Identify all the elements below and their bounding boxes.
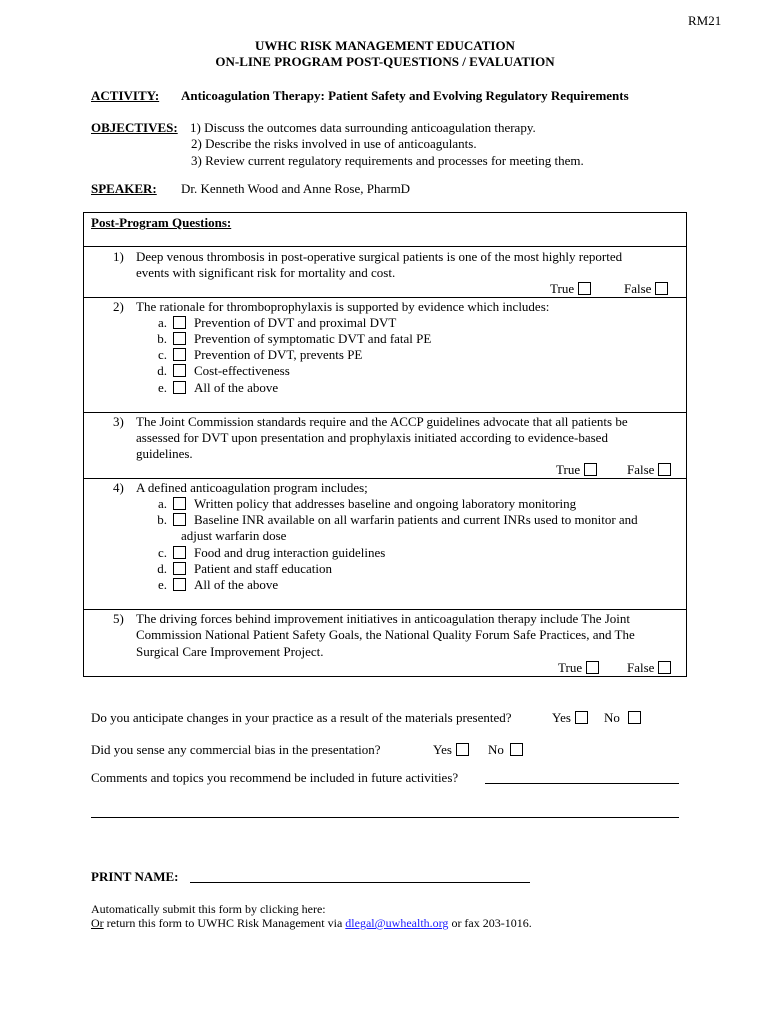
comments-question: Comments and topics you recommend be included in future activities? <box>91 770 459 785</box>
checkbox[interactable] <box>173 332 186 345</box>
form-code: RM21 <box>688 13 722 28</box>
option-text: Prevention of DVT and proximal DVT <box>194 315 397 330</box>
yes-label: Yes <box>552 710 571 725</box>
email-link[interactable]: dlegal@uwhealth.org <box>345 916 449 930</box>
activity-value: Anticoagulation Therapy: Patient Safety and Evolving Regulatory Requirements <box>181 88 629 103</box>
question-5-text-cont2: Surgical Care Improvement Project. <box>136 644 324 659</box>
checkbox[interactable] <box>173 513 186 526</box>
checkbox[interactable] <box>655 282 668 295</box>
checkbox[interactable] <box>173 364 186 377</box>
return-instruction <box>91 916 532 931</box>
checkbox[interactable] <box>173 348 186 361</box>
checkbox[interactable] <box>173 497 186 510</box>
checkbox[interactable] <box>173 316 186 329</box>
speaker-value: Dr. Kenneth Wood and Anne Rose, PharmD <box>181 181 411 196</box>
option-letter: c. <box>157 545 167 560</box>
question-2-option-b[interactable] <box>145 331 431 347</box>
true-label: True <box>556 462 581 477</box>
changes-no[interactable] <box>604 710 641 726</box>
question-3-text-cont: assessed for DVT upon presentation and prophylaxis initiated according to evidence-based <box>136 430 608 445</box>
no-label: No <box>488 742 504 757</box>
question-1-text-cont: events with significant risk for mortality and cost. <box>136 265 396 280</box>
question-5-text-cont: Commission National Patient Safety Goals, the National Quality Forum Safe Practices, and The <box>136 627 635 642</box>
divider <box>83 412 687 413</box>
false-label: False <box>627 462 655 477</box>
fax-text: or fax 203-1016. <box>448 916 532 930</box>
divider <box>83 246 687 247</box>
question-3-true[interactable] <box>556 462 597 478</box>
comments-input-line[interactable] <box>485 783 679 784</box>
no-label: No <box>604 710 620 725</box>
question-1-number: 1) <box>113 249 124 264</box>
activity-label: ACTIVITY: <box>91 88 160 103</box>
option-letter: e. <box>157 380 167 395</box>
objective-3: 3) Review current regulatory requirements and processes for meeting them. <box>191 153 584 168</box>
option-text: All of the above <box>194 577 279 592</box>
question-5-text: The driving forces behind improvement initiatives in anticoagulation therapy include The Joint <box>136 611 630 626</box>
checkbox[interactable] <box>510 743 523 756</box>
checkbox[interactable] <box>578 282 591 295</box>
print-name-input-line[interactable] <box>190 882 530 883</box>
checkbox[interactable] <box>456 743 469 756</box>
question-4-option-e[interactable] <box>145 577 278 593</box>
option-letter: b. <box>157 512 167 527</box>
option-text: Prevention of symptomatic DVT and fatal PE <box>194 331 432 346</box>
return-text: return this form to UWHC Risk Management via <box>103 916 346 930</box>
question-2-option-a[interactable] <box>145 315 396 331</box>
question-3-false[interactable] <box>627 462 671 478</box>
page-title-line1: UWHC RISK MANAGEMENT EDUCATION <box>255 38 515 53</box>
checkbox[interactable] <box>658 463 671 476</box>
changes-question: Do you anticipate changes in your practice as a result of the materials presented? <box>91 710 512 725</box>
yes-label: Yes <box>433 742 452 757</box>
checkbox[interactable] <box>173 562 186 575</box>
question-3-number: 3) <box>113 414 124 429</box>
question-4-option-d[interactable] <box>145 561 332 577</box>
question-1-true[interactable] <box>550 281 591 297</box>
question-3-text-cont2: guidelines. <box>136 446 193 461</box>
question-2-option-d[interactable] <box>145 363 290 379</box>
question-5-number: 5) <box>113 611 124 626</box>
option-letter: d. <box>157 363 167 378</box>
option-text: Prevention of DVT, prevents PE <box>194 347 363 362</box>
question-3-text: The Joint Commission standards require and the ACCP guidelines advocate that all patients be <box>136 414 628 429</box>
page-title-line2: ON-LINE PROGRAM POST-QUESTIONS / EVALUATION <box>215 54 555 69</box>
checkbox[interactable] <box>575 711 588 724</box>
question-5-true[interactable] <box>558 660 599 676</box>
objective-1: 1) Discuss the outcomes data surrounding anticoagulation therapy. <box>190 120 536 135</box>
checkbox[interactable] <box>173 546 186 559</box>
option-text: All of the above <box>194 380 279 395</box>
option-letter: c. <box>157 347 167 362</box>
option-letter: e. <box>157 577 167 592</box>
checkbox[interactable] <box>628 711 641 724</box>
option-letter: a. <box>157 496 167 511</box>
divider <box>83 297 687 298</box>
true-label: True <box>558 660 583 675</box>
question-2-option-e[interactable] <box>145 380 278 396</box>
checkbox[interactable] <box>658 661 671 674</box>
objective-2: 2) Describe the risks involved in use of anticoagulants. <box>191 136 477 151</box>
comments-input-line-2[interactable] <box>91 817 679 818</box>
print-name-label: PRINT NAME: <box>91 869 179 884</box>
option-letter: d. <box>157 561 167 576</box>
question-4-text: A defined anticoagulation program includes; <box>136 480 368 495</box>
true-label: True <box>550 281 575 296</box>
question-1-text: Deep venous thrombosis in post-operative surgical patients is one of the most highly reported <box>136 249 623 264</box>
false-label: False <box>624 281 652 296</box>
bias-yes[interactable] <box>433 742 469 758</box>
checkbox[interactable] <box>584 463 597 476</box>
checkbox[interactable] <box>586 661 599 674</box>
question-2-option-c[interactable] <box>145 347 362 363</box>
questions-header: Post-Program Questions: <box>91 215 232 230</box>
option-text: Patient and staff education <box>194 561 333 576</box>
option-text: Food and drug interaction guidelines <box>194 545 386 560</box>
option-text: Cost-effectiveness <box>194 363 290 378</box>
changes-yes[interactable] <box>552 710 588 726</box>
checkbox[interactable] <box>173 578 186 591</box>
option-letter: b. <box>157 331 167 346</box>
checkbox[interactable] <box>173 381 186 394</box>
question-1-false[interactable] <box>624 281 668 297</box>
question-4-option-c[interactable] <box>145 545 385 561</box>
question-4-option-a[interactable] <box>145 496 576 512</box>
question-2-text: The rationale for thromboprophylaxis is supported by evidence which includes: <box>136 299 550 314</box>
question-5-false[interactable] <box>627 660 671 676</box>
question-4-option-b-cont: adjust warfarin dose <box>181 528 287 543</box>
bias-no[interactable] <box>488 742 523 758</box>
false-label: False <box>627 660 655 675</box>
return-prefix: Or <box>91 916 104 930</box>
question-2-number: 2) <box>113 299 124 314</box>
submit-instruction: Automatically submit this form by clicking here: <box>91 902 326 916</box>
option-text: Baseline INR available on all warfarin patients and current INRs used to monitor and <box>194 512 638 527</box>
bias-question: Did you sense any commercial bias in the presentation? <box>91 742 381 757</box>
divider <box>83 609 687 610</box>
question-4-option-b[interactable] <box>145 512 638 528</box>
divider <box>83 478 687 479</box>
question-4-number: 4) <box>113 480 124 495</box>
speaker-label: SPEAKER: <box>91 181 157 196</box>
option-letter: a. <box>157 315 167 330</box>
option-text: Written policy that addresses baseline and ongoing laboratory monitoring <box>194 496 577 511</box>
objectives-label: OBJECTIVES: <box>91 120 178 135</box>
